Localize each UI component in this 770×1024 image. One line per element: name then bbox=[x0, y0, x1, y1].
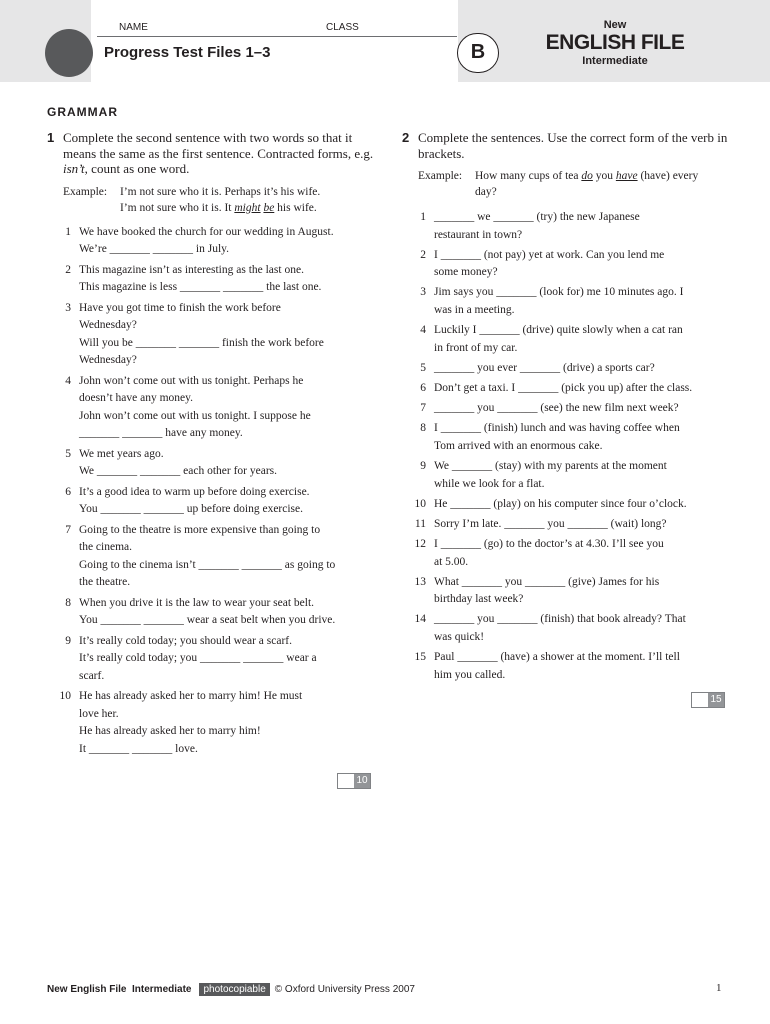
question-body bbox=[79, 262, 377, 297]
question-item bbox=[47, 484, 377, 519]
question-line[interactable]: Have you got time to finish the work before bbox=[79, 301, 281, 314]
question-line[interactable]: We’re _______ _______ in July. bbox=[79, 243, 230, 255]
question-item bbox=[402, 284, 732, 319]
question-number: 3 bbox=[65, 301, 71, 314]
question-line[interactable]: You _______ _______ wear a seat belt when you drive. bbox=[79, 614, 336, 626]
question-number: 8 bbox=[420, 422, 426, 435]
question-body bbox=[79, 446, 377, 481]
question-item bbox=[47, 595, 377, 630]
exercise-1-items bbox=[47, 224, 377, 759]
question-body bbox=[434, 496, 732, 514]
brand-new: New bbox=[603, 19, 627, 31]
question-number: 6 bbox=[420, 381, 426, 394]
name-class-line bbox=[97, 36, 457, 37]
question-line[interactable]: He has already asked her to marry him! bbox=[79, 725, 261, 737]
question-number: 2 bbox=[65, 263, 71, 276]
question-line[interactable]: him you called. bbox=[434, 668, 506, 681]
question-line[interactable]: Going to the theatre is more expensive than going to bbox=[79, 523, 321, 536]
question-body bbox=[79, 224, 377, 259]
score-total: 15 bbox=[708, 693, 724, 707]
question-number: 1 bbox=[420, 211, 426, 223]
question-number: 4 bbox=[65, 374, 71, 387]
question-line[interactable]: scarf. bbox=[79, 669, 105, 682]
exercise-1-score-box[interactable] bbox=[337, 773, 371, 789]
question-number: 10 bbox=[414, 497, 426, 510]
question-body bbox=[434, 247, 732, 282]
example-line-1: I’m not sure who it is. Perhaps it’s his wife. bbox=[120, 185, 321, 198]
name-label: NAME bbox=[119, 22, 148, 33]
exercise-2-example bbox=[418, 168, 732, 200]
page-number: 1 bbox=[716, 982, 722, 994]
question-body bbox=[79, 300, 377, 370]
question-line[interactable]: Going to the cinema isn’t _______ _______ as going to bbox=[79, 558, 336, 571]
exercise-1 bbox=[47, 130, 377, 758]
question-line[interactable]: When you drive it is the law to wear your seat belt. bbox=[79, 596, 315, 609]
question-line[interactable]: Luckily I _______ (drive) quite slowly when a cat ran bbox=[434, 324, 683, 337]
question-number: 2 bbox=[420, 248, 426, 261]
question-number: 8 bbox=[65, 596, 71, 609]
question-line[interactable]: He has already asked her to marry him! He must bbox=[79, 690, 303, 702]
question-line[interactable]: Don’t get a taxi. I _______ (pick you up) after the class. bbox=[434, 381, 693, 394]
exercise-2-instruction bbox=[402, 130, 732, 161]
question-body bbox=[434, 420, 732, 455]
question-line[interactable]: I _______ (go) to the doctor’s at 4.30. I’ll see you bbox=[434, 538, 664, 551]
question-line[interactable]: It’s a good idea to warm up before doing exercise. bbox=[79, 485, 310, 498]
question-body bbox=[79, 484, 377, 519]
question-body bbox=[434, 611, 732, 646]
question-number: 3 bbox=[420, 286, 426, 299]
question-body bbox=[434, 458, 732, 493]
exercise-1-example bbox=[63, 184, 377, 216]
question-item bbox=[47, 633, 377, 686]
question-line[interactable]: _______ we _______ (try) the new Japanese bbox=[434, 211, 640, 223]
question-line[interactable]: Paul _______ (have) a shower at the moment. I’ll tell bbox=[434, 651, 680, 664]
question-item bbox=[402, 458, 732, 493]
question-number: 5 bbox=[65, 447, 71, 460]
question-item bbox=[402, 516, 732, 534]
question-line[interactable]: at 5.00. bbox=[434, 555, 469, 568]
question-number: 11 bbox=[414, 517, 426, 530]
class-label: CLASS bbox=[326, 22, 359, 33]
question-body bbox=[434, 380, 732, 398]
question-item bbox=[402, 649, 732, 684]
question-number: 7 bbox=[420, 402, 426, 415]
footer-book-title: New English File Intermediate bbox=[47, 984, 192, 995]
question-item bbox=[402, 611, 732, 646]
question-body bbox=[79, 373, 377, 443]
question-body bbox=[434, 649, 732, 684]
example-line-2: day? bbox=[475, 186, 497, 198]
question-body bbox=[434, 322, 732, 357]
question-body bbox=[434, 400, 732, 418]
question-number: 7 bbox=[65, 523, 71, 536]
question-line[interactable]: We met years ago. bbox=[79, 447, 164, 460]
question-item bbox=[47, 688, 377, 758]
example-line-2: I’m not sure who it is. It might be his wife. bbox=[120, 201, 317, 214]
test-title: Progress Test Files 1–3 bbox=[104, 44, 271, 61]
example-answer-2: be bbox=[263, 201, 275, 214]
question-item bbox=[402, 209, 732, 244]
instruction-text-end: , count as one word. bbox=[84, 161, 190, 176]
question-number: 13 bbox=[414, 575, 426, 588]
question-line[interactable]: I _______ (finish) lunch and was having coffee when bbox=[434, 422, 680, 435]
question-line[interactable]: _______ you _______ (see) the new film next week? bbox=[434, 402, 679, 415]
question-item bbox=[47, 262, 377, 297]
question-number: 12 bbox=[414, 538, 426, 551]
question-line[interactable]: doesn’t have any money. bbox=[79, 392, 194, 404]
question-line[interactable]: the cinema. bbox=[79, 541, 133, 553]
question-line[interactable]: Wednesday? bbox=[79, 354, 137, 366]
question-item bbox=[402, 420, 732, 455]
score-total: 10 bbox=[354, 774, 370, 788]
question-body bbox=[434, 360, 732, 378]
question-line[interactable]: Jim says you _______ (look for) me 10 minutes ago. I bbox=[434, 286, 684, 299]
exercise-number: 1 bbox=[47, 130, 55, 145]
instruction-text: Complete the second sentence with two words so that it means the same as the first sentence. Contracted forms, e.g. bbox=[63, 130, 374, 161]
question-item bbox=[402, 400, 732, 418]
header-circle-decoration bbox=[45, 29, 93, 77]
exercise-1-instruction bbox=[47, 130, 377, 177]
question-item bbox=[47, 522, 377, 592]
question-line[interactable]: We have booked the church for our wedding in August. bbox=[79, 225, 334, 238]
question-number: 9 bbox=[65, 634, 71, 647]
question-number: 1 bbox=[65, 225, 71, 238]
question-item bbox=[47, 300, 377, 370]
question-line[interactable]: love her. bbox=[79, 707, 119, 720]
question-line[interactable]: You _______ _______ up before doing exercise. bbox=[79, 503, 304, 515]
question-number: 5 bbox=[420, 361, 426, 374]
question-item bbox=[47, 446, 377, 481]
question-body bbox=[79, 595, 377, 630]
question-line[interactable]: Will you be _______ _______ finish the work before bbox=[79, 336, 324, 349]
question-item bbox=[402, 322, 732, 357]
copyright-text: © Oxford University Press 2007 bbox=[274, 984, 415, 995]
exercise-2 bbox=[402, 130, 732, 684]
question-line[interactable]: Sorry I’m late. _______ you _______ (wait) long? bbox=[434, 517, 667, 530]
question-number: 6 bbox=[65, 485, 71, 498]
example-answer-1: might bbox=[234, 201, 261, 214]
question-number: 4 bbox=[420, 324, 426, 337]
question-line[interactable]: _______ you ever _______ (drive) a sports car? bbox=[434, 361, 655, 374]
question-line[interactable]: Tom arrived with an enormous cake. bbox=[434, 439, 603, 452]
question-line[interactable]: John won’t come out with us tonight. I suppose he bbox=[79, 409, 311, 422]
question-number: 15 bbox=[414, 651, 426, 664]
question-line[interactable]: I _______ (not pay) yet at work. Can you lend me bbox=[434, 248, 665, 261]
question-line[interactable]: _______ _______ have any money. bbox=[79, 427, 243, 439]
question-line[interactable]: It _______ _______ love. bbox=[79, 742, 198, 755]
instruction-italic: isn’t bbox=[63, 161, 85, 176]
question-body bbox=[79, 688, 377, 758]
question-line[interactable]: was in a meeting. bbox=[434, 303, 515, 316]
question-number: 14 bbox=[414, 613, 426, 626]
brand-level: Intermediate bbox=[582, 55, 648, 67]
question-body bbox=[434, 516, 732, 534]
question-line[interactable]: We _______ (stay) with my parents at the moment bbox=[434, 460, 667, 472]
section-heading: GRAMMAR bbox=[47, 105, 118, 119]
question-body bbox=[434, 209, 732, 244]
question-line[interactable]: was quick! bbox=[434, 630, 485, 643]
question-item bbox=[47, 224, 377, 259]
question-line[interactable]: John won’t come out with us tonight. Perhaps he bbox=[79, 374, 304, 387]
question-line[interactable]: He _______ (play) on his computer since four o’clock. bbox=[434, 497, 687, 510]
question-body bbox=[434, 536, 732, 571]
instruction-text: Complete the sentences. Use the correct form of the verb in brackets. bbox=[418, 130, 728, 161]
question-line[interactable]: It’s really cold today; you should wear a scarf. bbox=[79, 634, 293, 647]
question-item bbox=[402, 247, 732, 282]
question-line[interactable]: while we look for a flat. bbox=[434, 477, 545, 490]
brand-title: ENGLISH FILE bbox=[545, 31, 685, 54]
question-line[interactable]: It’s really cold today; you _______ _______ wear a bbox=[79, 652, 317, 664]
photocopiable-badge: photocopiable bbox=[199, 983, 269, 996]
question-line[interactable]: Wednesday? bbox=[79, 319, 137, 331]
question-line[interactable]: restaurant in town? bbox=[434, 228, 523, 241]
header-name-panel bbox=[91, 0, 458, 82]
question-body bbox=[434, 574, 732, 609]
footer bbox=[47, 983, 415, 996]
question-item bbox=[402, 380, 732, 398]
question-body bbox=[434, 284, 732, 319]
question-item bbox=[402, 536, 732, 571]
version-badge: B bbox=[457, 33, 499, 73]
question-item bbox=[402, 574, 732, 609]
question-line[interactable]: This magazine isn’t as interesting as the last one. bbox=[79, 263, 304, 276]
question-line[interactable]: What _______ you _______ (give) James for his bbox=[434, 575, 660, 588]
question-line[interactable]: some money? bbox=[434, 266, 498, 279]
exercise-2-score-box[interactable] bbox=[691, 692, 725, 708]
question-number: 10 bbox=[59, 690, 71, 702]
example-label: Example: bbox=[418, 170, 463, 182]
question-item bbox=[47, 373, 377, 443]
exercise-2-items bbox=[402, 209, 732, 684]
question-line[interactable]: in front of my car. bbox=[434, 341, 518, 354]
exercise-number: 2 bbox=[402, 130, 410, 145]
example-line-1: How many cups of tea do you have (have) every bbox=[475, 170, 699, 182]
question-line[interactable]: the theatre. bbox=[79, 576, 131, 588]
question-line[interactable]: _______ you _______ (finish) that book already? That bbox=[434, 613, 686, 626]
question-line[interactable]: birthday last week? bbox=[434, 593, 524, 606]
example-answer-1: do bbox=[581, 170, 593, 182]
question-item bbox=[402, 496, 732, 514]
question-body bbox=[79, 522, 377, 592]
question-body bbox=[79, 633, 377, 686]
question-line[interactable]: This magazine is less _______ _______ the last one. bbox=[79, 281, 322, 293]
question-line[interactable]: We _______ _______ each other for years. bbox=[79, 465, 278, 477]
question-number: 9 bbox=[420, 460, 426, 472]
example-answer-2: have bbox=[615, 170, 638, 182]
question-item bbox=[402, 360, 732, 378]
example-label: Example: bbox=[63, 185, 108, 198]
